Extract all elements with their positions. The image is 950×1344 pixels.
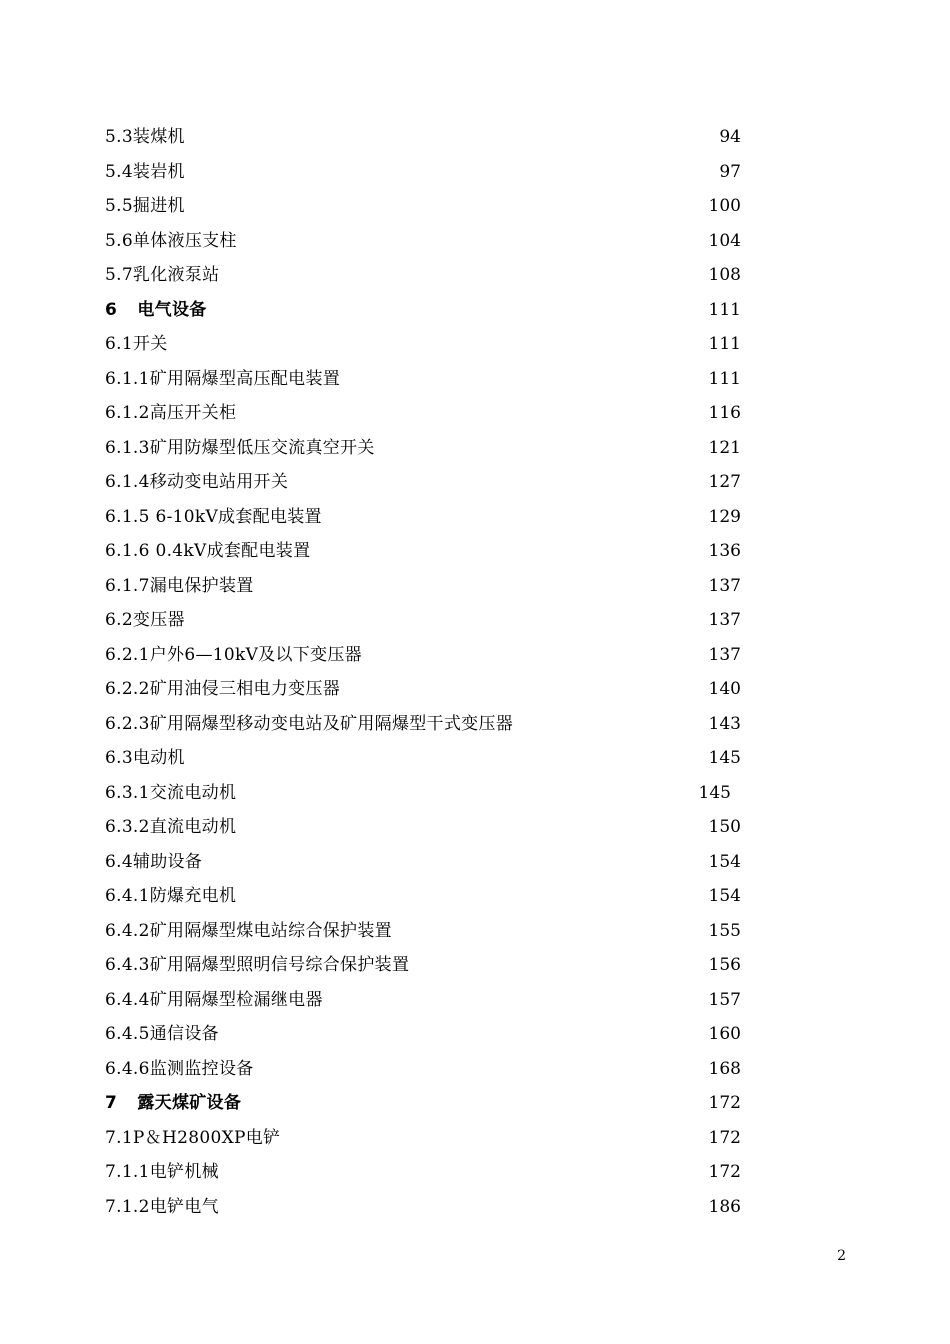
toc-entry-page: 104 xyxy=(708,230,741,251)
toc-entry-6-4[interactable] xyxy=(0,845,950,880)
toc-entry-page: 145 xyxy=(698,782,731,803)
toc-entry-6-4-5[interactable] xyxy=(0,1017,950,1052)
toc-entry-title: 6.1.5 6-10kV成套配电装置 xyxy=(105,506,322,527)
toc-entry-6-1-7[interactable] xyxy=(0,569,950,604)
toc-entry-page: 150 xyxy=(708,817,741,837)
toc-entry-page: 156 xyxy=(708,955,741,975)
toc-entry-page: 172 xyxy=(708,1127,741,1148)
toc-entry-title: 7.1P＆H2800XP电铲 xyxy=(105,1127,281,1148)
toc-entry-page: 157 xyxy=(708,989,741,1010)
toc-entry-title: 6.2.3矿用隔爆型移动变电站及矿用隔爆型干式变压器 xyxy=(105,713,514,734)
toc-entry-6-1-2[interactable] xyxy=(0,396,950,431)
toc-entry-page: 172 xyxy=(708,1162,741,1182)
toc-entry-page: 127 xyxy=(708,472,741,492)
toc-entry-page: 172 xyxy=(708,1093,741,1113)
toc-entry-6-4-4[interactable] xyxy=(0,983,950,1018)
toc-entry-page: 111 xyxy=(708,334,741,354)
toc-entry-page: 137 xyxy=(708,610,741,630)
toc-entry-5-6[interactable] xyxy=(0,224,950,259)
toc-entry-6-3[interactable] xyxy=(0,741,950,776)
toc-entry-page: 154 xyxy=(708,886,741,906)
toc-entry-7-1-1[interactable] xyxy=(0,1155,950,1190)
toc-entry-title: 6.2.2矿用油侵三相电力变压器 xyxy=(105,679,341,699)
toc-entry-title: 7.1.1电铲机械 xyxy=(105,1162,219,1182)
toc-entry-page: 155 xyxy=(708,920,741,941)
toc-entry-6-4-1[interactable] xyxy=(0,879,950,914)
toc-entry-title: 6.2变压器 xyxy=(105,610,185,630)
page-number: 2 xyxy=(837,1248,846,1264)
toc-entry-title: 6.3电动机 xyxy=(105,748,185,768)
toc-entry-6-2-3[interactable] xyxy=(0,707,950,742)
toc-entry-title: 6.4.4矿用隔爆型检漏继电器 xyxy=(105,989,323,1010)
toc-entry-5-4[interactable] xyxy=(0,155,950,190)
toc-entry-title: 6.4.1防爆充电机 xyxy=(105,886,237,906)
toc-entry-6-2-1[interactable] xyxy=(0,638,950,673)
toc-entry-6-3-1[interactable] xyxy=(0,776,950,811)
toc-entry-page: 111 xyxy=(708,299,741,320)
toc-chapter-title: 6 电气设备 xyxy=(105,299,207,320)
toc-entry-title: 6.2.1户外6—10kV及以下变压器 xyxy=(105,644,362,665)
toc-entry-title: 5.5掘进机 xyxy=(105,196,185,216)
toc-entry-title: 6.1.7漏电保护装置 xyxy=(105,575,254,596)
toc-entry-title: 5.6单体液压支柱 xyxy=(105,230,237,251)
toc-entry-page: 100 xyxy=(708,196,741,216)
toc-entry-title: 6.4.6监测监控设备 xyxy=(105,1058,254,1079)
toc-entry-6-4-2[interactable] xyxy=(0,914,950,949)
toc-entry-title: 6.1.2高压开关柜 xyxy=(105,403,237,423)
toc-entry-page: 140 xyxy=(708,679,741,699)
toc-entry-6-4-3[interactable] xyxy=(0,948,950,983)
toc-entry-6-1-4[interactable] xyxy=(0,465,950,500)
toc-entry-5-5[interactable] xyxy=(0,189,950,224)
toc-entry-6-1[interactable] xyxy=(0,327,950,362)
toc-entry-page: 97 xyxy=(719,161,741,182)
toc-entry-6-2[interactable] xyxy=(0,603,950,638)
toc-entry-page: 154 xyxy=(708,851,741,872)
toc-entry-page: 143 xyxy=(708,713,741,734)
toc-entry-page: 116 xyxy=(708,403,741,423)
toc-entry-page: 145 xyxy=(708,748,741,768)
toc-entry-5-7[interactable] xyxy=(0,258,950,293)
toc-entry-title: 6.4.5通信设备 xyxy=(105,1024,219,1044)
toc-entry-title: 6.1开关 xyxy=(105,334,168,354)
toc-entry-page: 137 xyxy=(708,575,741,596)
toc-entry-6-1-1[interactable] xyxy=(0,362,950,397)
toc-entry-page: 186 xyxy=(708,1196,741,1217)
table-of-contents xyxy=(0,120,950,1224)
toc-chapter-7[interactable] xyxy=(0,1086,950,1121)
toc-entry-7-1[interactable] xyxy=(0,1121,950,1156)
toc-chapter-title: 7 露天煤矿设备 xyxy=(105,1093,242,1113)
toc-entry-6-1-5[interactable] xyxy=(0,500,950,535)
toc-entry-title: 6.1.4移动变电站用开关 xyxy=(105,472,289,492)
toc-entry-title: 5.7乳化液泵站 xyxy=(105,265,220,285)
toc-entry-page: 111 xyxy=(708,368,741,389)
toc-entry-title: 5.3装煤机 xyxy=(105,127,185,147)
toc-entry-6-1-6[interactable] xyxy=(0,534,950,569)
toc-entry-page: 137 xyxy=(708,644,741,665)
toc-entry-6-2-2[interactable] xyxy=(0,672,950,707)
toc-entry-title: 6.4.2矿用隔爆型煤电站综合保护装置 xyxy=(105,920,392,941)
toc-entry-6-3-2[interactable] xyxy=(0,810,950,845)
toc-entry-title: 6.1.3矿用防爆型低压交流真空开关 xyxy=(105,437,375,458)
toc-entry-page: 160 xyxy=(708,1024,741,1044)
toc-entry-page: 121 xyxy=(708,437,741,458)
toc-entry-title: 6.3.1交流电动机 xyxy=(105,782,237,803)
toc-entry-7-1-2[interactable] xyxy=(0,1190,950,1225)
toc-entry-6-4-6[interactable] xyxy=(0,1052,950,1087)
toc-entry-title: 6.4辅助设备 xyxy=(105,851,203,872)
toc-chapter-6[interactable] xyxy=(0,293,950,328)
toc-entry-title: 5.4装岩机 xyxy=(105,161,185,182)
toc-entry-title: 7.1.2电铲电气 xyxy=(105,1196,219,1217)
toc-entry-page: 108 xyxy=(708,265,741,285)
toc-entry-title: 6.1.6 0.4kV成套配电装置 xyxy=(105,541,311,561)
toc-entry-title: 6.3.2直流电动机 xyxy=(105,817,237,837)
toc-entry-6-1-3[interactable] xyxy=(0,431,950,466)
toc-entry-title: 6.4.3矿用隔爆型照明信号综合保护装置 xyxy=(105,955,410,975)
toc-entry-page: 136 xyxy=(708,541,741,561)
toc-entry-page: 94 xyxy=(719,127,741,147)
toc-entry-page: 129 xyxy=(708,506,741,527)
toc-entry-title: 6.1.1矿用隔爆型高压配电装置 xyxy=(105,368,341,389)
toc-entry-page: 168 xyxy=(708,1058,741,1079)
toc-entry-5-3[interactable] xyxy=(0,120,950,155)
